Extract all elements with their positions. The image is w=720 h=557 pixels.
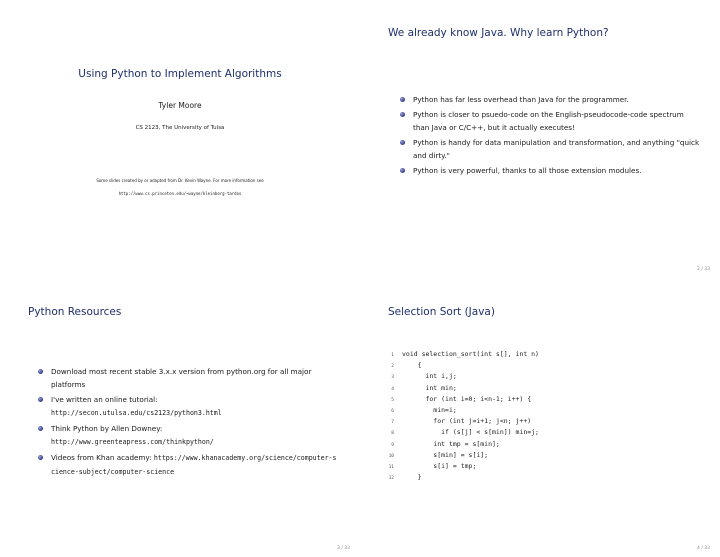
list-item: Python is handy for data manipulation and transformation, and anything "quick and dirty." — [400, 136, 700, 162]
list-item: Videos from Khan academy: https://www.khanacademy.org/science/computer-science-subject/computer-science — [38, 451, 338, 479]
bullet-icon — [400, 168, 405, 173]
code-block — [382, 349, 539, 483]
code-line: 2 { — [391, 361, 422, 370]
slide-title: We already know Java. Why learn Python? — [388, 27, 609, 39]
page-number: 3 / 33 — [337, 546, 350, 551]
list-item: Python has far less overhead than Java for the programmer. — [400, 93, 700, 106]
slide-why-python — [360, 0, 720, 278]
slide-title: Python Resources — [28, 306, 122, 318]
presentation-title: Using Python to Implement Algorithms — [78, 68, 282, 80]
code-line: 6 min=i; — [391, 405, 457, 414]
code-line: 11 s[i] = tmp; — [388, 461, 477, 470]
bullet-icon — [400, 97, 405, 102]
title-slide — [0, 0, 360, 278]
code-line: 3 int i,j; — [391, 372, 457, 381]
slide-selection-sort — [360, 279, 720, 557]
code-line: 7 for (int j=i+1; j<n; j++) — [391, 417, 532, 426]
slide-python-resources — [0, 279, 360, 557]
tutorial-link[interactable]: http://secon.utulsa.edu/cs2123/python3.html — [51, 409, 222, 417]
author-name: Tyler Moore — [158, 101, 202, 110]
credit-url[interactable]: http://www.cs.princeton.edu/~wayne/kleinberg-tardos — [118, 191, 242, 196]
institution: CS 2123, The University of Tulsa — [135, 125, 225, 131]
list-item: Think Python by Allen Downey: http://www.greenteapress.com/thinkpython/ — [38, 422, 338, 449]
code-line: 1 void selection_sort(int s[], int n) — [391, 350, 539, 358]
slide-title: Selection Sort (Java) — [388, 306, 495, 318]
code-line: 12 } — [388, 473, 422, 482]
bullet-icon — [38, 397, 43, 402]
thinkpython-link[interactable]: http://www.greenteapress.com/thinkpython/ — [51, 438, 214, 446]
list-item: Download most recent stable 3.x.x version from python.org for all major platforms — [38, 365, 338, 391]
list-item: Python is very powerful, thanks to all those extension modules. — [400, 164, 700, 177]
bullet-icon — [38, 426, 43, 431]
code-line: 10 s[min] = s[i]; — [388, 450, 489, 459]
bullet-icon — [38, 455, 43, 460]
list-item: Python is closer to psuedo-code on the English-pseudocode-code spectrum than Java or C/C++, but it actually executes! — [400, 108, 700, 134]
bullet-icon — [400, 140, 405, 145]
bullet-icon — [38, 369, 43, 374]
code-line: 4 int min; — [391, 383, 457, 392]
bullet-list — [38, 365, 338, 481]
code-line: 9 int tmp = s[min]; — [391, 439, 500, 448]
page-number: 2 / 33 — [697, 267, 710, 272]
list-item: I've written an online tutorial: http://secon.utulsa.edu/cs2123/python3.html — [38, 393, 338, 420]
code-line: 8 if (s[j] < s[min]) min=j; — [391, 428, 539, 437]
bullet-icon — [400, 112, 405, 117]
credit-note: Some slides created by or adapted from Dr. Kevin Wayne. For more information see — [96, 178, 264, 183]
code-line: 5 for (int i=0; i<n-1; i++) { — [391, 394, 532, 403]
bullet-list — [400, 93, 700, 179]
khan-link[interactable]: https://www.khanacademy.org/science/computer-science-subject/computer-science — [51, 454, 337, 476]
page-number: 4 / 33 — [697, 546, 710, 551]
